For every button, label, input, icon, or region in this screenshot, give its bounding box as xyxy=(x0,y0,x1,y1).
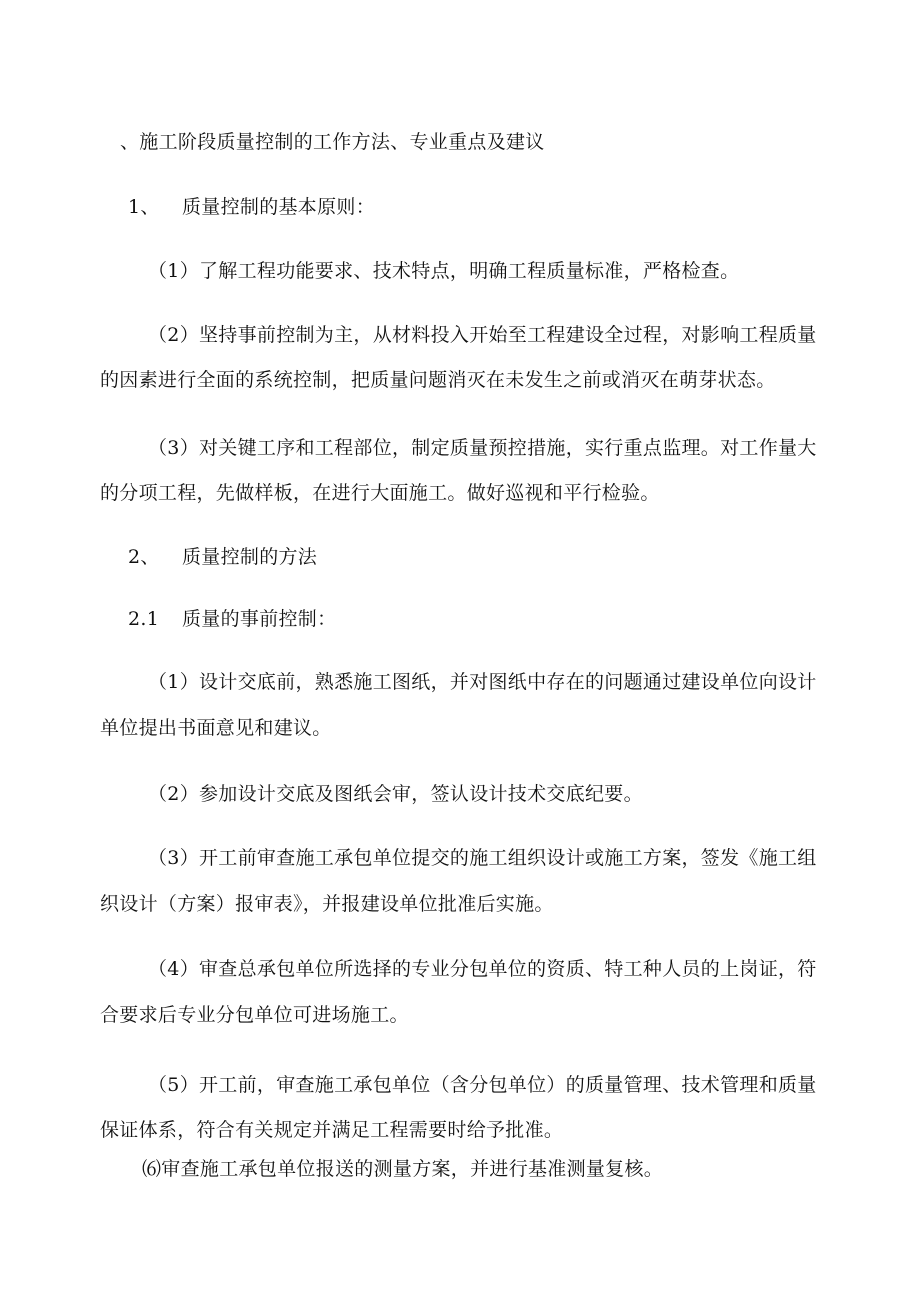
principle-2-line-2: 的因素进行全面的系统控制，把质量问题消灭在未发生之前或消灭在萌芽状态。 xyxy=(100,369,776,391)
section-2-heading xyxy=(128,545,317,569)
document-title: 、施工阶段质量控制的工作方法、专业重点及建议 xyxy=(120,131,545,153)
method-5-line-1: （5）开工前，审查施工承包单位（含分包单位）的质量管理、技术管理和质量 xyxy=(148,1074,817,1096)
method-2-line-1: （2）参加设计交底及图纸会审，签认设计技术交底纪要。 xyxy=(148,783,643,805)
method-4-line-2: 合要求后专业分包单位可进场施工。 xyxy=(100,1004,409,1026)
section-1-heading xyxy=(128,195,375,219)
section-1-title: 质量控制的基本原则： xyxy=(182,196,376,218)
section-1-number: 1、 xyxy=(128,196,160,218)
section-2-title: 质量控制的方法 xyxy=(182,546,318,568)
method-6-line-1: ⑹审查施工承包单位报送的测量方案，并进行基准测量复核。 xyxy=(142,1158,664,1180)
principle-1-line-1: （1）了解工程功能要求、技术特点，明确工程质量标准，严格检查。 xyxy=(148,260,740,282)
principle-3-line-2: 的分项工程，先做样板，在进行大面施工。做好巡视和平行检验。 xyxy=(100,482,660,504)
subsection-2-1-number: 2.1 xyxy=(128,608,160,630)
principle-2-line-1: （2）坚持事前控制为主，从材料投入开始至工程建设全过程，对影响工程质量 xyxy=(148,324,817,346)
subsection-2-1-title: 质量的事前控制： xyxy=(182,608,337,630)
method-3-line-1: （3）开工前审查施工承包单位提交的施工组织设计或施工方案，签发《施工组 xyxy=(148,847,817,869)
principle-3-line-1: （3）对关键工序和工程部位，制定质量预控措施，实行重点监理。对工作量大 xyxy=(148,437,817,459)
method-3-line-2: 织设计（方案）报审表》，并报建设单位批准后实施。 xyxy=(100,893,554,915)
method-5-line-2: 保证体系，符合有关规定并满足工程需要时给予批准。 xyxy=(100,1119,564,1141)
method-1-line-2: 单位提出书面意见和建议。 xyxy=(100,717,332,739)
method-4-line-1: （4）审查总承包单位所选择的专业分包单位的资质、特工种人员的上岗证，符 xyxy=(148,958,817,980)
section-2-number: 2、 xyxy=(128,546,160,568)
subsection-2-1-heading xyxy=(128,607,336,631)
method-1-line-1: （1）设计交底前，熟悉施工图纸，并对图纸中存在的问题通过建设单位向设计 xyxy=(148,671,817,693)
